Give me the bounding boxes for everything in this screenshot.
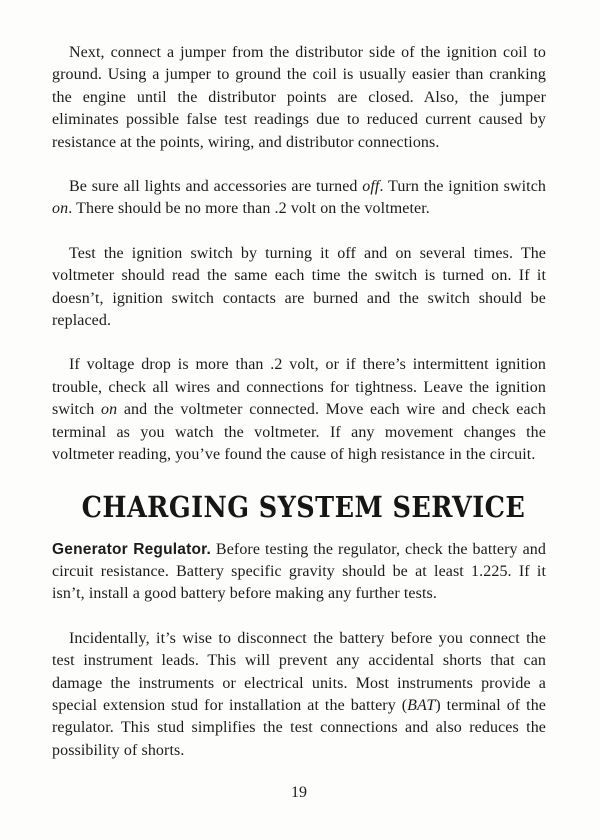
italic-word-bat: BAT bbox=[407, 696, 436, 714]
paragraph-jumper-ground bbox=[52, 42, 546, 154]
paragraph-text: Be sure all lights and accessories are turned bbox=[69, 178, 363, 196]
paragraph-generator-regulator bbox=[52, 539, 546, 606]
page-number: 19 bbox=[291, 784, 307, 802]
paragraph-lights-off bbox=[52, 176, 546, 221]
italic-word-off: off bbox=[362, 178, 380, 196]
paragraph-text: . Turn the ignition switch bbox=[379, 178, 546, 196]
paragraph-text: . There should be no more than .2 volt on the voltmeter. bbox=[68, 200, 430, 218]
paragraph-ignition-switch-test bbox=[52, 243, 546, 333]
paragraph-disconnect-battery bbox=[52, 628, 546, 762]
paragraph-text: Next, connect a jumper from the distributor side of the ignition coil to ground. Using a jumper to ground the coil is usually easier than cranking the engine until the distributor points are closed. Also, the jumper eliminates possible false test readings due to reduced current caused by resistance at the points, wiring, and distributor connections. bbox=[52, 44, 546, 151]
paragraph-text: Incidentally, it’s wise to disconnect the battery before you connect the test instrument leads. This will prevent any accidental shorts that can damage the instruments or electrical units. Most instruments provide a special extension stud for installation at the battery ( bbox=[52, 629, 546, 714]
section-heading: CHARGING SYSTEM SERVICE bbox=[81, 489, 526, 524]
paragraph-text: ) terminal of the regulator. This stud simplifies the test connections and also reduces the possibility of shorts. bbox=[52, 696, 546, 759]
paragraph-text: and the voltmeter connected. Move each wire and check each terminal as you watch the voltmeter. If any movement changes the voltmeter reading, you’ve found the cause of high resistance in the circuit. bbox=[52, 401, 546, 464]
paragraph-text: If voltage drop is more than .2 volt, or if there’s intermittent ignition trouble, check all wires and connections for tightness. Leave the ignition switch bbox=[52, 356, 546, 419]
bold-lead-in-generator-regulator: Generator Regulator. bbox=[52, 540, 211, 558]
page-text-column bbox=[52, 42, 546, 802]
paragraph-text: Before testing the regulator, check the battery and circuit resistance. Battery specific gravity should be at least 1.225. If it isn’t, install a good battery before making any further tests. bbox=[52, 540, 546, 603]
italic-word-on: on bbox=[52, 200, 69, 218]
paragraph-voltage-drop bbox=[52, 354, 546, 466]
italic-word-on: on bbox=[101, 401, 118, 419]
paragraph-text: Test the ignition switch by turning it off and on several times. The voltmeter should read the same each time the switch is turned on. If it doesn’t, ignition switch contacts are burned and the switch should be replaced. bbox=[52, 244, 546, 330]
